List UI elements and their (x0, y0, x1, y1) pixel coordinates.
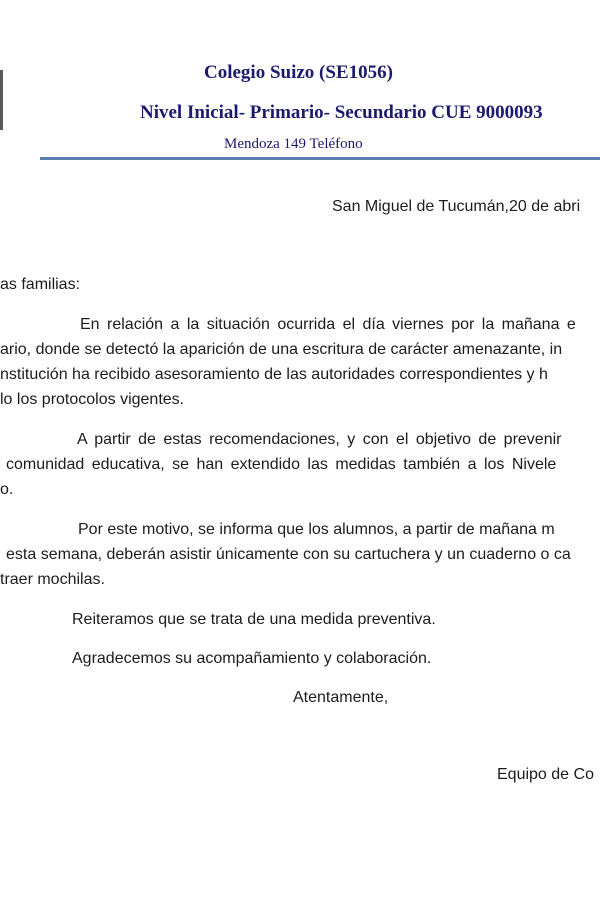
signature-line: Equipo de Co (497, 766, 594, 783)
paragraph-1-line-1: En relación a la situación ocurrida el día viernes por la mañana e (80, 316, 576, 333)
page-edge-bar (0, 70, 3, 130)
paragraph-2-line-1: A partir de estas recomendaciones, y con el objetivo de prevenir (77, 431, 562, 448)
paragraph-2-line-3: o. (0, 481, 14, 498)
salutation: as familias: (0, 276, 81, 293)
place-date: San Miguel de Tucumán,20 de abri (332, 198, 581, 215)
thanks-line: Agradecemos su acompañamiento y colaboración. (72, 650, 432, 667)
paragraph-1-line-2: ario, donde se detectó la aparición de una escritura de carácter amenazante, in (0, 341, 563, 358)
school-levels: Nivel Inicial- Primario- Secundario CUE 9000093 (140, 102, 543, 123)
school-address: Mendoza 149 Teléfono (224, 136, 363, 152)
paragraph-3-line-3: traer mochilas. (0, 571, 105, 588)
school-name: Colegio Suizo (SE1056) (204, 62, 393, 83)
paragraph-3-line-1: Por este motivo, se informa que los alumnos, a partir de mañana m (78, 521, 555, 538)
paragraph-2-line-2: comunidad educativa, se han extendido las medidas también a los Nivele (6, 456, 557, 473)
paragraph-1-line-3: nstitución ha recibido asesoramiento de las autoridades correspondientes y h (0, 366, 548, 383)
paragraph-1-line-4: lo los protocolos vigentes. (0, 391, 185, 408)
closing-line: Atentamente, (293, 689, 389, 706)
paragraph-3-line-2: esta semana, deberán asistir únicamente con su cartuchera y un cuaderno o ca (6, 546, 571, 563)
letterhead-divider (40, 157, 600, 160)
reiteration-line: Reiteramos que se trata de una medida preventiva. (72, 611, 436, 628)
